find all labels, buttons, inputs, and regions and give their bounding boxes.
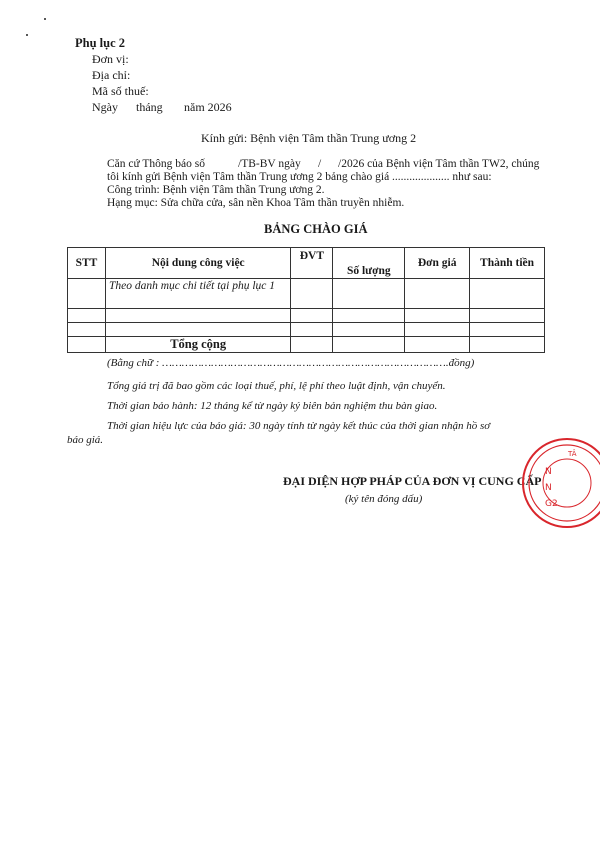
header-unit-price: Đơn giá (405, 248, 470, 279)
price-quote-table (67, 247, 545, 353)
row-content-cell: Theo danh mục chi tiết tại phụ lục 1 (105, 279, 290, 309)
table-cell (470, 337, 545, 353)
signature-subtitle: (ký tên đóng dấu) (345, 493, 423, 505)
body-line-1a: Căn cứ Thông báo số (107, 158, 206, 170)
table-cell (405, 337, 470, 353)
table-cell (68, 337, 106, 353)
table-cell (405, 279, 470, 309)
table-cell (405, 309, 470, 323)
table-cell (68, 323, 106, 337)
table-row (68, 309, 545, 323)
table-cell (470, 279, 545, 309)
header-total: Thành tiền (470, 248, 545, 279)
scan-mark (44, 18, 46, 20)
note-taxes: Tổng giá trị đã bao gồm các loại thuế, phí, lệ phí theo luật định, vận chuyển. (107, 380, 446, 392)
table-cell (291, 323, 333, 337)
header-quantity: Số lượng (333, 248, 405, 279)
body-line-1b: /TB-BV ngày (238, 158, 301, 170)
amount-in-words: (Bằng chữ : …………………………………………………………………………….đồng) (107, 357, 475, 369)
recipient-line: Kính gửi: Bệnh viện Tâm thần Trung ương 2 (201, 131, 417, 145)
table-cell (105, 309, 290, 323)
address-field-label: Địa chỉ: (92, 68, 131, 82)
table-cell (68, 279, 106, 309)
body-line-1d: /2026 của Bệnh viện Tâm thần TW2, chúng (338, 158, 540, 170)
date-year-label: năm 2026 (184, 100, 232, 114)
date-month-label: tháng (136, 100, 163, 114)
stamp-text-2: N (545, 483, 552, 493)
header-stt: STT (68, 248, 106, 279)
table-cell (333, 323, 405, 337)
note-validity-line-2: báo giá. (67, 434, 104, 446)
unit-field-label: Đơn vị: (92, 52, 129, 66)
stamp-text-1: N (545, 467, 552, 477)
table-cell (333, 279, 405, 309)
table-cell (291, 337, 333, 353)
table-cell (291, 309, 333, 323)
note-warranty: Thời gian bảo hành: 12 tháng kể từ ngày ký biên bản nghiệm thu bàn giao. (107, 400, 438, 412)
header-unit: ĐVT (291, 248, 333, 279)
stamp-text-4: TÂ (568, 450, 577, 458)
tax-code-field-label: Mã số thuế: (92, 84, 149, 98)
note-validity-line-1: Thời gian hiệu lực của báo giá: 30 ngày tính từ ngày kết thúc của thời gian nhận hồ sơ (107, 420, 491, 432)
body-line-1c: / (318, 158, 322, 170)
table-cell (470, 323, 545, 337)
table-cell (291, 279, 333, 309)
header-content: Nội dung công việc (105, 248, 290, 279)
appendix-title: Phụ lục 2 (75, 36, 126, 50)
table-cell (105, 323, 290, 337)
date-day-label: Ngày (92, 100, 118, 114)
table-cell (405, 323, 470, 337)
total-label-cell: Tổng cộng (105, 337, 290, 353)
scan-mark (26, 34, 28, 36)
table-header-row (68, 248, 545, 279)
table-row (68, 279, 545, 309)
table-cell (333, 337, 405, 353)
table-total-row (68, 337, 545, 353)
stamp-text-3: G2 (545, 499, 558, 509)
red-stamp-seal (520, 436, 600, 531)
body-line-4: Hạng mục: Sửa chữa cửa, sân nền Khoa Tâm thần truyền nhiễm. (107, 197, 405, 209)
body-line-3: Công trình: Bệnh viện Tâm thần Trung ương 2. (107, 184, 325, 196)
body-line-2: tôi kính gửi Bệnh viện Tâm thần Trung ương 2 bảng chào giá .................... như sau: (107, 171, 492, 183)
table-cell (470, 309, 545, 323)
table-title: BẢNG CHÀO GIÁ (264, 222, 368, 236)
table-cell (333, 309, 405, 323)
signature-title: ĐẠI DIỆN HỢP PHÁP CỦA ĐƠN VỊ CUNG CẤP (283, 474, 542, 488)
table-cell (68, 309, 106, 323)
table-row (68, 323, 545, 337)
